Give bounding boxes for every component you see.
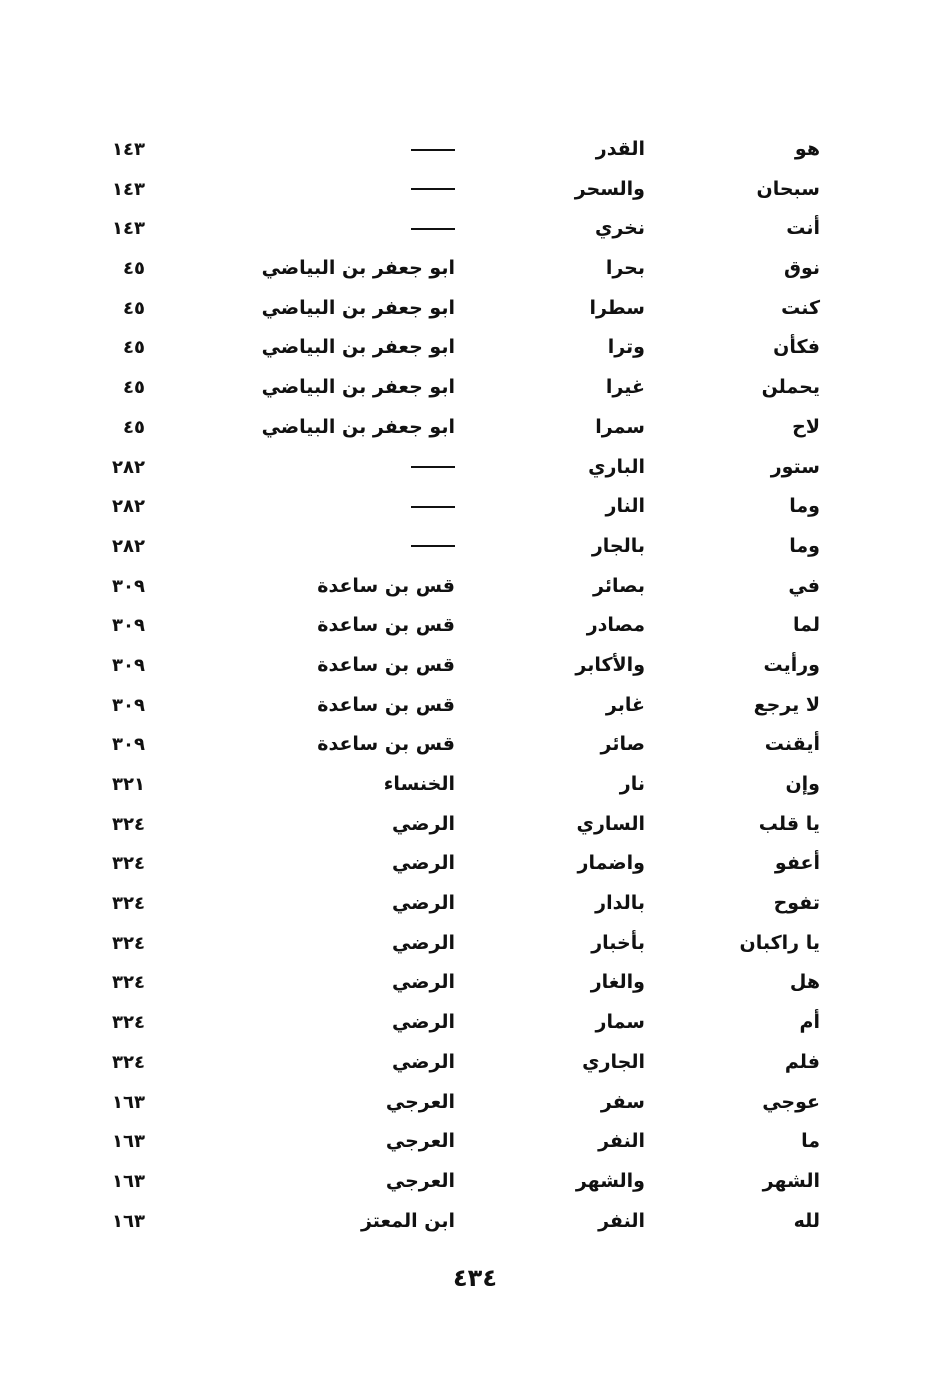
- table-row: [95, 686, 830, 726]
- poet-name: ابو جعفر بن البياضي: [261, 415, 455, 438]
- table-row: [95, 209, 830, 249]
- verse-rhyme-word: صائر: [600, 733, 645, 756]
- verse-first-word: هل: [789, 971, 820, 994]
- verse-first-word: لله: [793, 1209, 820, 1232]
- table-row: [95, 1122, 830, 1162]
- verse-first-word: أيقنت: [764, 733, 820, 756]
- table-row: [95, 1043, 830, 1083]
- verse-first-word: أم: [799, 1011, 820, 1034]
- verse-rhyme-word: بالدار: [595, 892, 645, 915]
- poet-name: الرضي: [391, 812, 455, 835]
- unknown-poet-dash: [411, 130, 455, 170]
- poet-name: قس بن ساعدة: [317, 574, 455, 597]
- verse-first-word: يا راكبان: [739, 931, 820, 954]
- table-row: [95, 963, 830, 1003]
- table-row: [95, 249, 830, 289]
- verse-first-word: أنت: [786, 217, 820, 240]
- page-reference: ١٦٣: [112, 1210, 145, 1232]
- verse-rhyme-word: غيرا: [605, 376, 645, 399]
- verse-rhyme-word: بحرا: [605, 257, 645, 280]
- verse-first-word: وما: [789, 534, 820, 557]
- verse-rhyme-word: والسحر: [574, 177, 645, 200]
- page-reference: ٤٥: [123, 337, 145, 359]
- verse-first-word: وما: [789, 495, 820, 518]
- unknown-poet-dash: [411, 527, 455, 567]
- verse-rhyme-word: النار: [605, 495, 645, 518]
- verse-first-word: هو: [794, 138, 820, 160]
- page-reference: ٣٢٤: [112, 972, 145, 994]
- verse-first-word: فلم: [784, 1050, 820, 1073]
- page-reference: ١٤٣: [112, 218, 145, 240]
- dash-line: [411, 466, 455, 468]
- verse-rhyme-word: واضمار: [577, 852, 645, 875]
- table-row: [95, 130, 830, 170]
- verse-rhyme-word: النفر: [598, 1209, 645, 1232]
- verse-first-word: أعفو: [774, 852, 820, 875]
- page-reference: ٢٨٢: [112, 535, 145, 557]
- poet-name: قس بن ساعدة: [317, 733, 455, 756]
- table-row: [95, 328, 830, 368]
- poet-name: الخنساء: [383, 773, 455, 795]
- verse-first-word: لما: [792, 614, 820, 637]
- table-row: [95, 1202, 830, 1242]
- poet-name: الرضي: [391, 852, 455, 875]
- dash-line: [411, 228, 455, 230]
- verse-first-word: ورأيت: [763, 653, 820, 676]
- verse-first-word: عوجي: [762, 1090, 820, 1113]
- table-row: [95, 368, 830, 408]
- page-reference: ٤٥: [123, 297, 145, 319]
- verse-rhyme-word: سمار: [595, 1011, 645, 1034]
- verse-rhyme-word: بأخبار: [591, 931, 645, 954]
- poet-name: قس بن ساعدة: [317, 693, 455, 716]
- verse-first-word: لاح: [792, 415, 820, 438]
- table-row: [95, 1003, 830, 1043]
- verse-rhyme-word: الباري: [588, 455, 645, 478]
- poet-name: الرضي: [391, 1011, 455, 1034]
- poet-name: الرضي: [391, 1050, 455, 1073]
- table-row: [95, 765, 830, 805]
- verse-rhyme-word: نخري: [594, 217, 645, 240]
- poet-name: قس بن ساعدة: [317, 614, 455, 637]
- dash-line: [411, 149, 455, 151]
- page-reference: ١٦٣: [112, 1131, 145, 1153]
- verse-first-word: لا يرجع: [753, 693, 820, 716]
- verse-first-word: فكأن: [773, 336, 820, 359]
- table-row: [95, 170, 830, 210]
- verse-first-word: الشهر: [762, 1169, 820, 1192]
- table-row: [95, 408, 830, 448]
- page-reference: ٢٨٢: [112, 496, 145, 518]
- verse-rhyme-word: الجاري: [582, 1050, 645, 1073]
- poet-name: ابو جعفر بن البياضي: [261, 376, 455, 399]
- poet-name: العرجي: [385, 1169, 455, 1192]
- verse-rhyme-word: القدر: [595, 138, 645, 160]
- verse-rhyme-word: وترا: [607, 336, 645, 359]
- page-reference: ٣٠٩: [112, 615, 145, 637]
- page-reference: ١٦٣: [112, 1091, 145, 1113]
- page-reference: ٣٠٩: [112, 654, 145, 676]
- verse-rhyme-word: نار: [619, 773, 645, 795]
- verse-first-word: نوق: [783, 257, 820, 280]
- page-reference: ٣٢١: [112, 774, 145, 795]
- verse-rhyme-word: سمرا: [595, 415, 645, 438]
- dash-line: [411, 545, 455, 547]
- verse-rhyme-word: والغار: [590, 971, 645, 994]
- page-reference: ٣٢٤: [112, 1051, 145, 1073]
- table-row: [95, 289, 830, 329]
- unknown-poet-dash: [411, 487, 455, 527]
- table-row: [95, 725, 830, 765]
- verse-rhyme-word: والشهر: [575, 1169, 645, 1192]
- table-row: [95, 924, 830, 964]
- verse-rhyme-word: بصائر: [593, 574, 645, 597]
- verse-rhyme-word: النفر: [598, 1130, 645, 1153]
- poet-name: العرجي: [385, 1130, 455, 1153]
- poet-name: العرجي: [385, 1090, 455, 1113]
- table-row: [95, 884, 830, 924]
- poet-name: ابن المعتز: [360, 1209, 455, 1232]
- verse-rhyme-word: والأكابر: [575, 653, 645, 676]
- page-reference: ٣٢٤: [112, 1012, 145, 1034]
- page-reference: ٣٢٤: [112, 853, 145, 875]
- verse-first-word: سبحان: [756, 177, 820, 200]
- table-row: [95, 805, 830, 845]
- page-reference: ٣٠٩: [112, 734, 145, 756]
- poet-name: الرضي: [391, 971, 455, 994]
- verse-first-word: في: [788, 574, 820, 597]
- verse-rhyme-word: مصادر: [586, 614, 645, 637]
- page-reference: ٣٠٩: [112, 575, 145, 597]
- page-reference: ١٦٣: [112, 1170, 145, 1192]
- verse-rhyme-word: سطرا: [589, 296, 645, 319]
- verse-first-word: وإن: [785, 773, 820, 795]
- verse-first-word: يا قلب: [758, 812, 820, 835]
- verse-rhyme-word: الساري: [576, 812, 645, 835]
- verse-first-word: ستور: [770, 455, 820, 478]
- table-row: [95, 448, 830, 488]
- dash-line: [411, 506, 455, 508]
- unknown-poet-dash: [411, 448, 455, 488]
- poet-name: ابو جعفر بن البياضي: [261, 257, 455, 280]
- table-row: [95, 487, 830, 527]
- verse-rhyme-word: بالجار: [591, 534, 645, 557]
- verse-first-word: ما: [801, 1130, 820, 1153]
- page-reference: ٣٢٤: [112, 932, 145, 954]
- page-reference: ٣٠٩: [112, 694, 145, 716]
- page-reference: ٢٨٢: [112, 456, 145, 478]
- page-reference: ٤٥: [123, 258, 145, 280]
- table-row: [95, 1162, 830, 1202]
- verse-first-word: كنت: [781, 296, 820, 319]
- poet-name: الرضي: [391, 892, 455, 915]
- table-row: [95, 606, 830, 646]
- page-reference: ١٤٣: [112, 139, 145, 160]
- page-reference: ٤٥: [123, 416, 145, 438]
- table-row: [95, 844, 830, 884]
- poet-name: ابو جعفر بن البياضي: [261, 296, 455, 319]
- page-reference: ١٤٣: [112, 178, 145, 200]
- table-row: [95, 567, 830, 607]
- verse-first-word: تفوح: [773, 892, 820, 915]
- table-row: [95, 646, 830, 686]
- table-row: [95, 1083, 830, 1123]
- table-row: [95, 527, 830, 567]
- unknown-poet-dash: [411, 209, 455, 249]
- verse-index-table: [95, 130, 830, 1241]
- verse-first-word: يحملن: [761, 376, 820, 399]
- poet-name: ابو جعفر بن البياضي: [261, 336, 455, 359]
- page-reference: ٣٢٤: [112, 813, 145, 835]
- unknown-poet-dash: [411, 170, 455, 210]
- poet-name: قس بن ساعدة: [317, 653, 455, 676]
- page-number: ٤٣٤: [453, 1264, 497, 1292]
- poet-name: الرضي: [391, 931, 455, 954]
- verse-rhyme-word: غابر: [605, 693, 645, 716]
- page-reference: ٤٥: [123, 377, 145, 399]
- verse-rhyme-word: سفر: [600, 1090, 645, 1113]
- dash-line: [411, 188, 455, 190]
- page-reference: ٣٢٤: [112, 893, 145, 915]
